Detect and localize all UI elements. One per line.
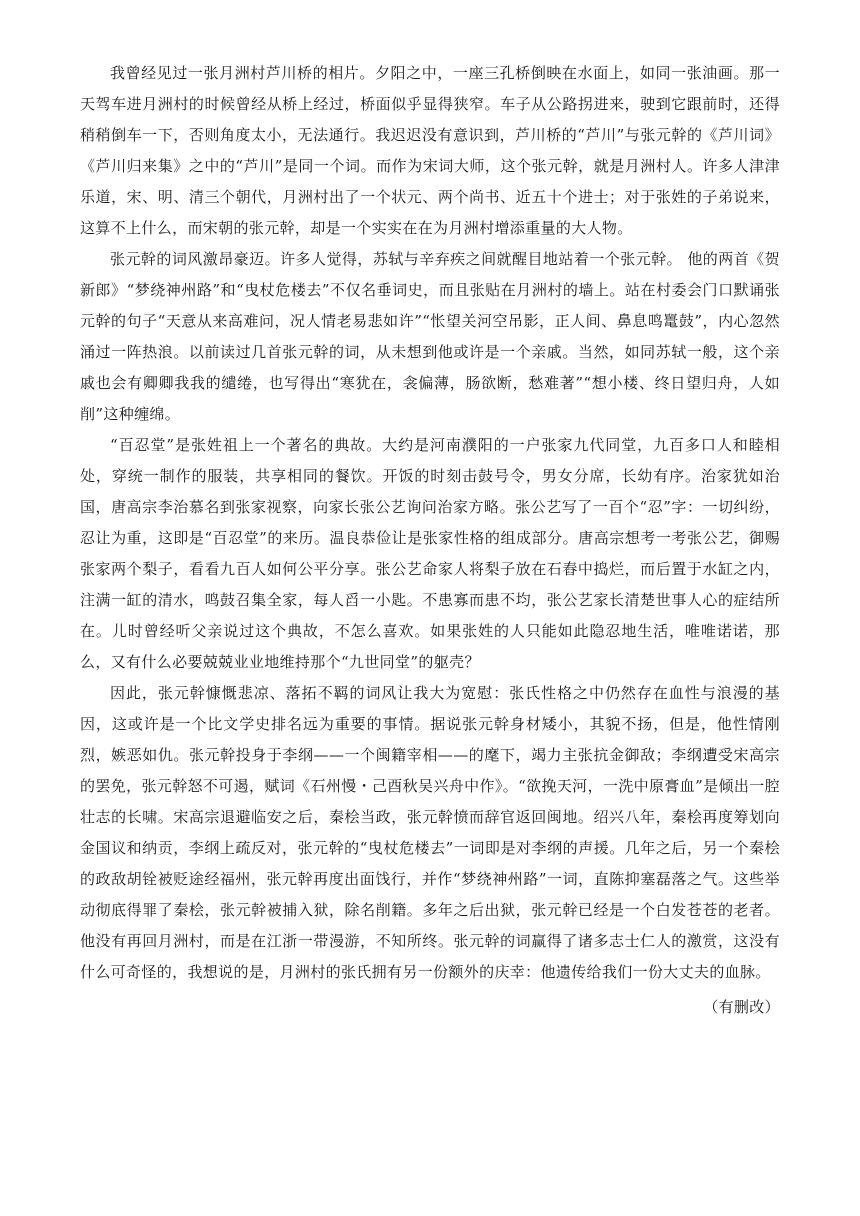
paragraph-3: “百忍堂”是张姓祖上一个著名的典故。大约是河南濮阳的一户张家九代同堂，九百多口人和睦相处，穿统一制作的服装，共享相同的餐饮。开饭的时刻击鼓号令，男女分席，长幼有序。治家犹如治国，唐高宗李治慕名到张家视察，向家长张公艺询问治家方略。张公艺写了一百个“忍”字：一切纠纷，忍让为重，这即是“百忍堂”的来历。温良恭俭让是张家性格的组成部分。唐高宗想考一考张公艺，御赐张家两个梨子，看看九百人如何公平分享。张公艺命家人将梨子放在石舂中捣烂，而后置于水缸之内，注满一缸的清水，鸣鼓召集全家，每人舀一小匙。不患寡而患不均，张公艺家长清楚世事人心的症结所在。儿时曾经听父亲说过这个典故，不怎么喜欢。如果张姓的人只能如此隐忍地生活，唯唯诺诺，那么，又有什么必要兢兢业业地维持那个“九世同堂”的躯壳？: [80, 436, 780, 671]
paragraph-1: 我曾经见过一张月洲村芦川桥的相片。夕阳之中，一座三孔桥倒映在水面上，如同一张油画。那一天驾车进月洲村的时候曾经从桥上经过，桥面似乎显得狭窄。车子从公路拐进来，驶到它跟前时，还得稍稍倒车一下，否则角度太小，无法通行。我迟迟没有意识到，芦川桥的“芦川”与张元幹的《芦川词》《芦川归来集》之中的“芦川”是同一个词。而作为宋词大师，这个张元幹，就是月洲村人。许多人津津乐道，宋、明、清三个朝代，月洲村出了一个状元、两个尚书、近五十个进士；对于张姓的子弟说来，这算不上什么，而宋朝的张元幹，却是一个实实在在为月洲村增添重量的大人物。: [80, 64, 780, 237]
document-page: [80, 58, 780, 1023]
edit-note: （有删改）: [703, 998, 780, 1016]
paragraph-2: 张元幹的词风激昂豪迈。许多人觉得，苏轼与辛弃疾之间就醒目地站着一个张元幹。 他的两首《贺新郎》“梦绕神州路”和“曳杖危楼去”不仅名垂词史，而且张贴在月洲村的墙上。站在村委会门口默诵张元幹的句子“天意从来高难问，况人情老易悲如许”“怅望关河空吊影，正人间、鼻息鸣鼍鼓”，内心忽然涌过一阵热浪。以前读过几首张元幹的词，从未想到他或许是一个亲戚。当然，如同苏轼一般，这个亲戚也会有卿卿我我的缱绻，也写得出“寒犹在，衾偏薄，肠欲断，愁难著”“想小楼、终日望归舟，人如削”这种缠绵。: [80, 250, 780, 423]
paragraph-4: 因此，张元幹慷慨悲凉、落拓不羁的词风让我大为宽慰：张氏性格之中仍然存在血性与浪漫的基因，这或许是一个比文学史排名远为重要的事情。据说张元幹身材矮小，其貌不扬，但是，他性情刚烈，嫉恶如仇。张元幹投身于李纲——一个闽籍宰相——的麾下，竭力主张抗金御敌；李纲遭受宋高宗的罢免，张元幹怒不可遏，赋词《石州慢・己酉秋吴兴舟中作》。“欲挽天河，一洗中原膏血”是倾出一腔壮志的长啸。宋高宗退避临安之后，秦桧当政，张元幹愤而辞官返回闽地。绍兴八年，秦桧再度筹划向金国议和纳贡，李纲上疏反对，张元幹的“曳杖危楼去”一词即是对李纲的声援。几年之后，另一个秦桧的政敌胡铨被贬途经福州，张元幹再度出面饯行，并作“梦绕神州路”一词，直陈抑塞磊落之气。这些举动彻底得罪了秦桧，张元幹被捕入狱，除名削籍。多年之后出狱，张元幹已经是一个白发苍苍的老者。他没有再回月洲村，而是在江浙一带漫游，不知所终。张元幹的词赢得了诸多志士仁人的激赏，这没有什么可奇怪的，我想说的是，月洲村的张氏拥有另一份额外的庆幸：他遗传给我们一份大丈夫的血脉。: [80, 684, 780, 981]
